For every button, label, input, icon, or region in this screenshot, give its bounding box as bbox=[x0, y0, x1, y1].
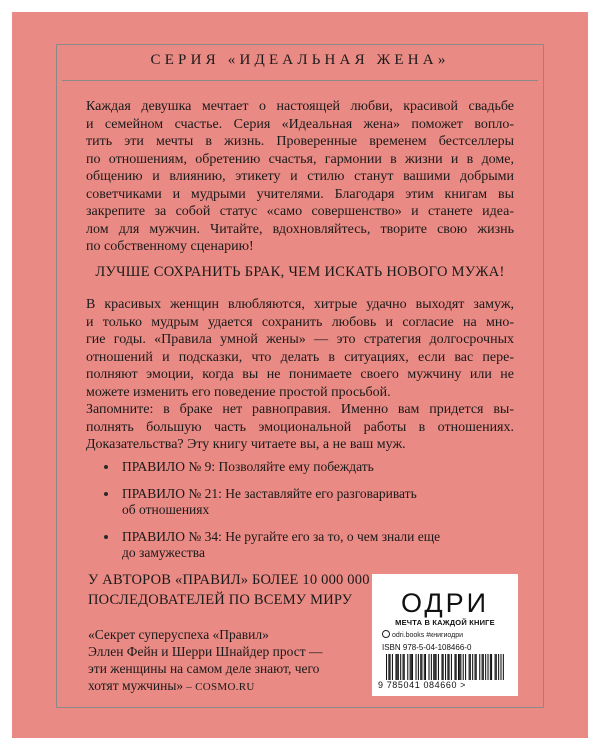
quote-line: Эллен Фейн и Шерри Шнайдер прост — bbox=[88, 644, 323, 659]
quote-line: эти женщины на самом деле знают, чего bbox=[88, 661, 320, 676]
intro-paragraph bbox=[86, 98, 514, 256]
quote-line: хотят мужчины» – COSMO.RU bbox=[88, 678, 255, 693]
instagram-icon bbox=[382, 630, 390, 638]
isbn-text: ISBN 978-5-04-108466-0 bbox=[382, 643, 472, 652]
publisher-logo: ОДРИ bbox=[400, 588, 490, 618]
rule-text: ПРАВИЛО № 9: Позволяйте ему побеждать bbox=[122, 459, 374, 474]
social-handles: odri.books #книгиодри bbox=[392, 632, 464, 639]
rule-text: до замужества bbox=[122, 545, 205, 560]
body-line: В красивых женщин влюбляются, хитрые удачно выходят замуж, bbox=[86, 297, 514, 312]
barcode-number: 9 785041 084660 > bbox=[378, 680, 467, 690]
headline: ЛУЧШЕ СОХРАНИТЬ БРАК, ЧЕМ ИСКАТЬ НОВОГО МУЖА! bbox=[95, 264, 505, 280]
followers-statement bbox=[88, 570, 370, 610]
rule-item bbox=[106, 529, 506, 562]
body-line: полняют эмоции, когда вы не понимаете своего мужчину или не bbox=[86, 367, 514, 382]
rule-text: ПРАВИЛО № 34: Не ругайте его за то, о чем знали еще bbox=[122, 528, 441, 544]
rule-item bbox=[106, 486, 506, 519]
publisher-box bbox=[372, 574, 518, 696]
rules-list bbox=[106, 459, 506, 572]
intro-line: Каждая девушка мечтает о настоящей любви, красивой свадьбе bbox=[86, 99, 514, 114]
body-line: гие годы. «Правила умной жены» — это стратегия долгосрочных bbox=[86, 332, 514, 347]
body-line: можете изменить его поведение простой просьбой. bbox=[86, 384, 391, 400]
body-line: полнять большую часть эмоциональной работы в отношениях. bbox=[86, 419, 514, 435]
publisher-slogan: МЕЧТА В КАЖДОЙ КНИГЕ bbox=[395, 618, 495, 627]
quote-line: «Секрет суперуспеха «Правил» bbox=[88, 627, 269, 642]
intro-line: закрепите за собой статус «само совершенство» и станете идеа- bbox=[86, 204, 514, 219]
bullet-icon bbox=[104, 465, 108, 469]
bullet-icon bbox=[104, 535, 108, 539]
statement-line: ПОСЛЕДОВАТЕЛЕЙ ПО ВСЕМУ МИРУ bbox=[88, 592, 353, 608]
intro-line: общению и влиянию, этикету и стилю станут вашими добрыми bbox=[86, 169, 514, 184]
quote-source: – COSMO.RU bbox=[183, 681, 255, 693]
body-paragraph bbox=[86, 296, 514, 454]
intro-line: тить эти мечты в жизнь. Проверенные временем бестселлеры bbox=[86, 134, 514, 149]
intro-line: по отношениям, обретению счастья, гармонии в жизни и в доме, bbox=[86, 151, 514, 167]
body-line: Доказательства? Эту книгу читаете вы, а не ваш муж. bbox=[86, 437, 406, 452]
press-quote bbox=[88, 626, 322, 696]
body-line: и только мудрым удается сохранить любовь и согласие на мно- bbox=[86, 314, 514, 330]
intro-line: лом для мужчин. Читайте, вдохновляйтесь, творите свою жизнь bbox=[86, 221, 514, 237]
rule-text: ПРАВИЛО № 21: Не заставляйте его разговаривать bbox=[122, 485, 417, 501]
rule-item bbox=[106, 459, 506, 476]
statement-line: У АВТОРОВ «ПРАВИЛ» БОЛЕЕ 10 000 000 bbox=[88, 572, 370, 588]
body-line: отношений и подсказки, что делать в ситуациях, если вас пере- bbox=[86, 349, 514, 365]
intro-line: советчиками и мудрыми учителями. Благодаря этим книгам вы bbox=[86, 186, 514, 202]
intro-line: по собственному сценарию! bbox=[86, 239, 254, 254]
publisher-social bbox=[382, 630, 512, 639]
barcode-icon bbox=[386, 654, 504, 680]
series-title: СЕРИЯ «ИДЕАЛЬНАЯ ЖЕНА» bbox=[150, 52, 450, 68]
intro-line: и семейном счастье. Серия «Идеальная жена» поможет вопло- bbox=[86, 116, 514, 132]
series-divider bbox=[62, 80, 538, 81]
bullet-icon bbox=[104, 492, 108, 496]
body-line: Запомните: в браке нет равноправия. Именно вам придется вы- bbox=[86, 402, 514, 417]
rule-text: об отношениях bbox=[122, 502, 210, 517]
